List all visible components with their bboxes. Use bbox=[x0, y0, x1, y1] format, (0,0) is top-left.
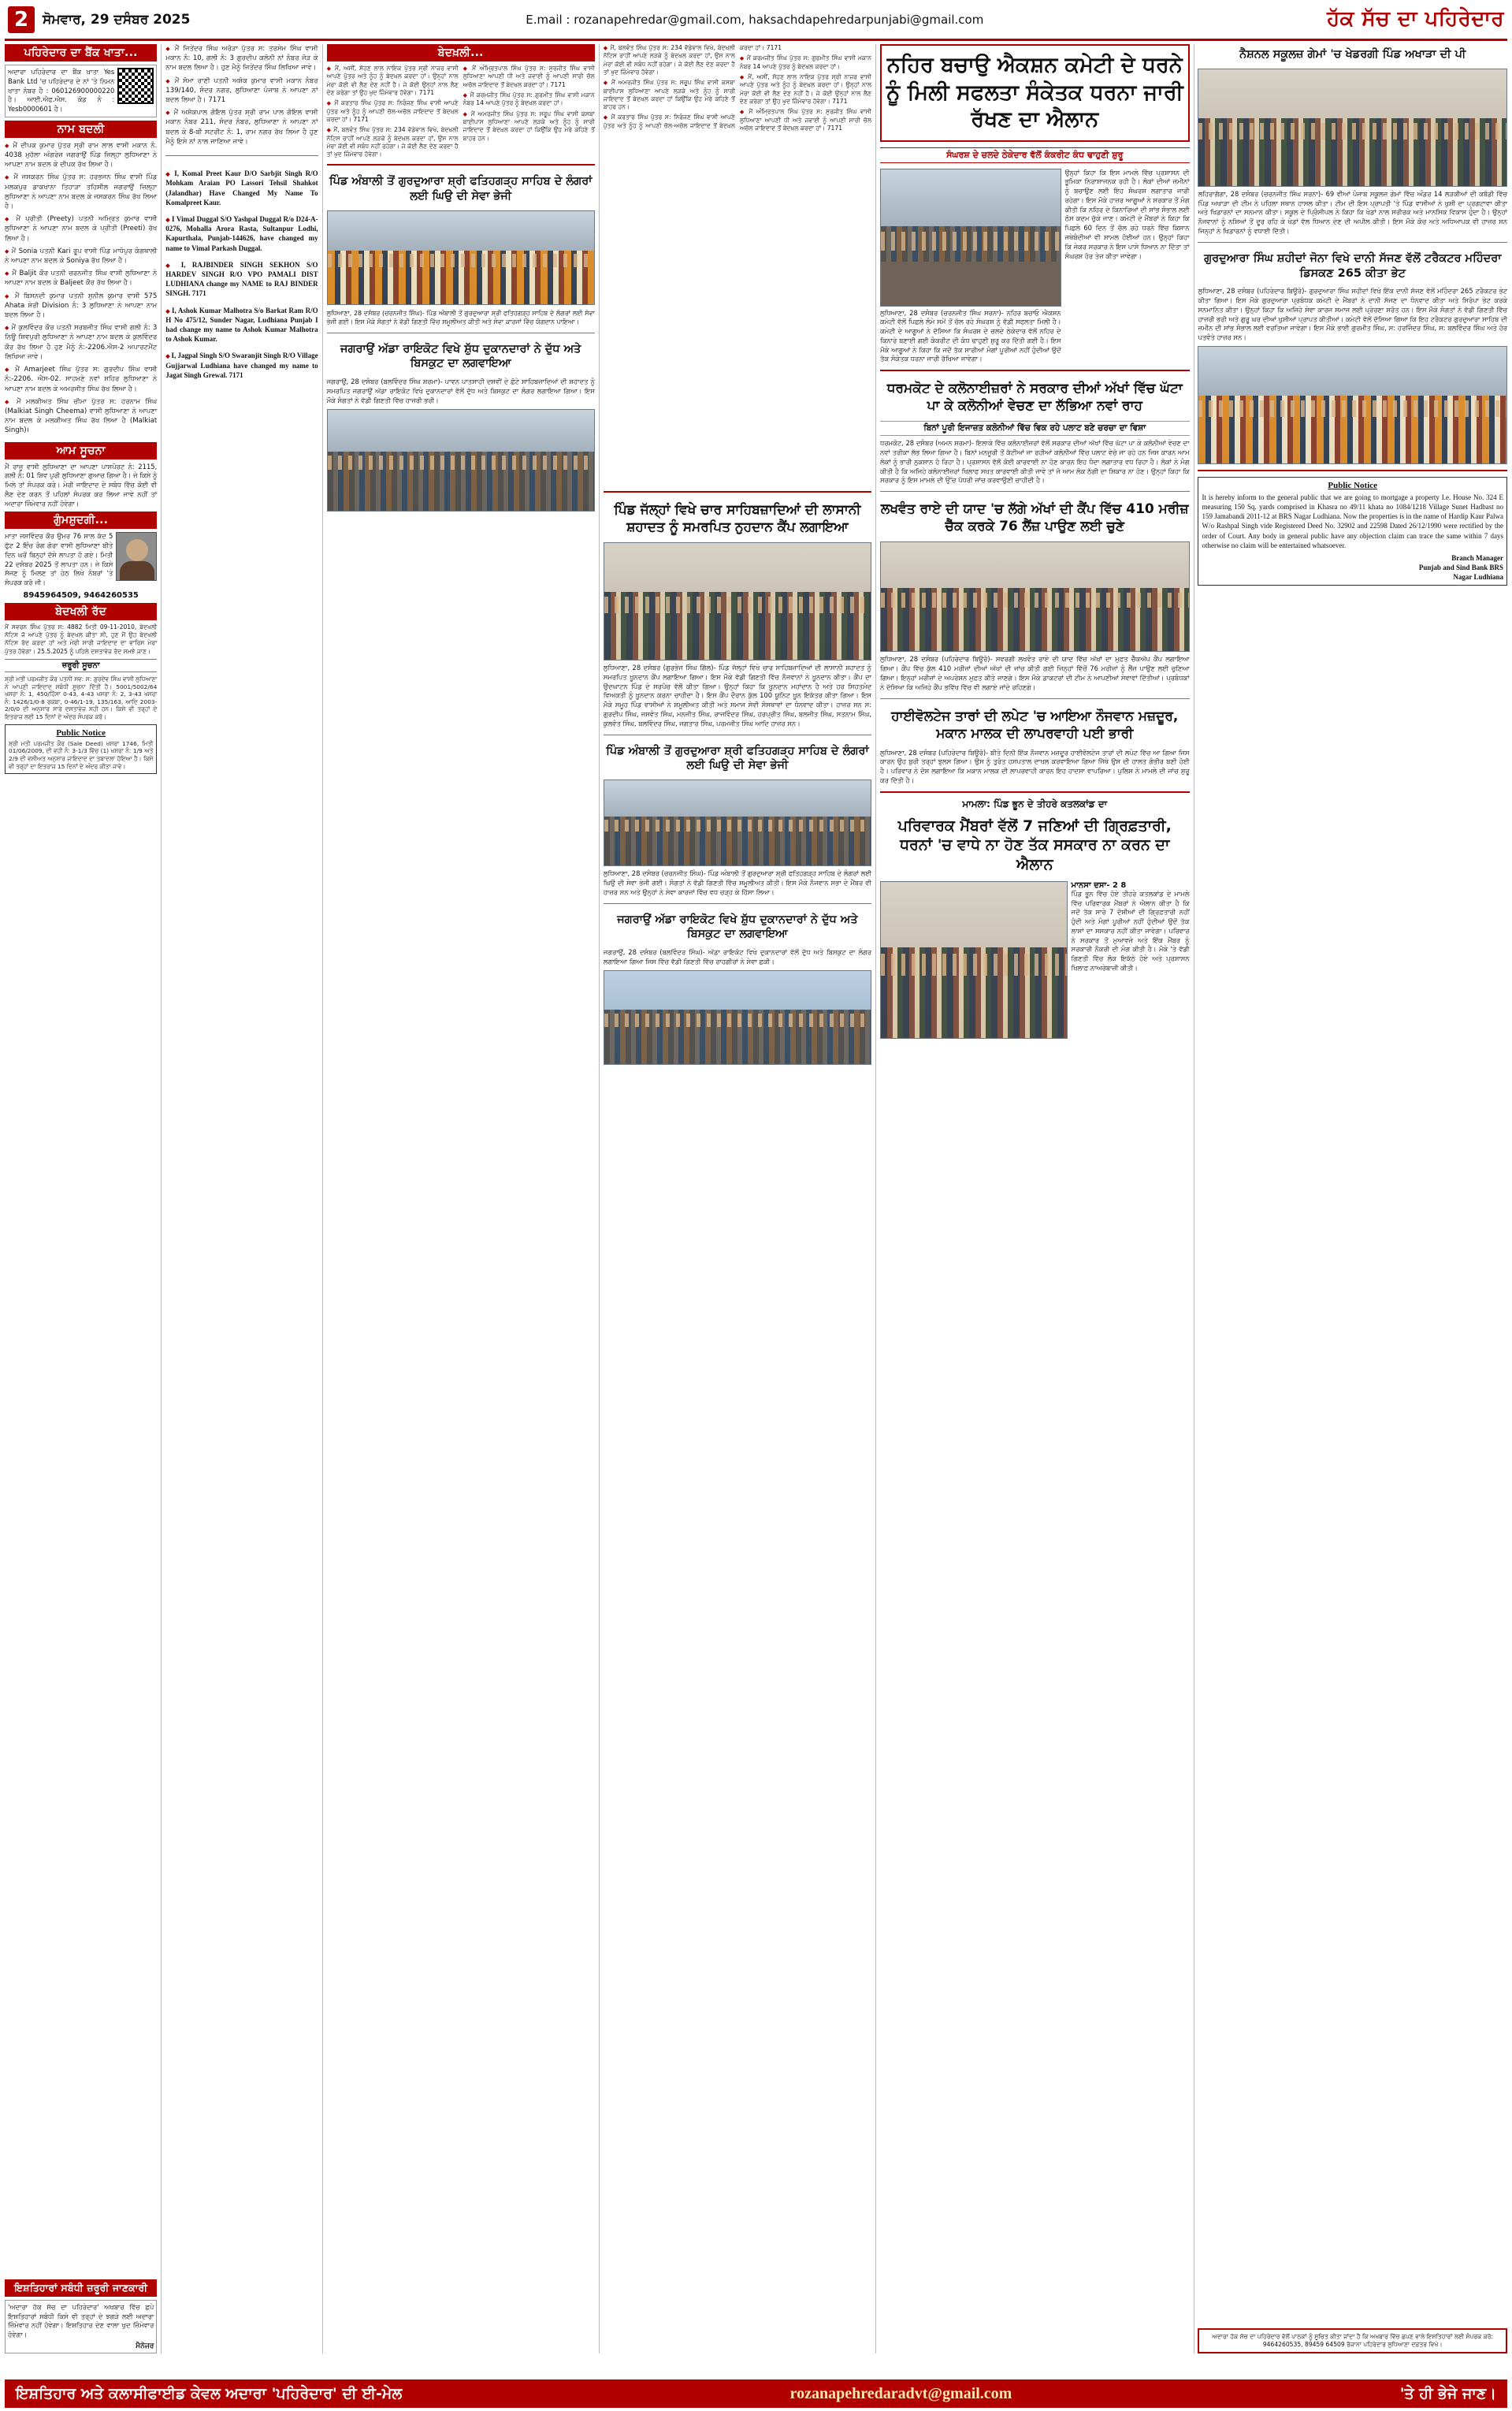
column-4 bbox=[604, 44, 871, 2353]
ad-warning-text: 'ਅਦਾਰਾ ਹੱਕ ਸੱਚ ਦਾ ਪਹਿਰੇਦਾਰ' ਅਖਬਾਰ ਵਿੱਚ ਛਪੇ ਇਸ਼ਤਿਹਾਰਾਂ ਸਬੰਧੀ ਕਿਸੇ ਵੀ ਤਰ੍ਹਾਂ ਦੇ ਝਗੜੇ ਲਈ ਅਦਾਰਾ ਜ਼ਿੰਮੇਵਾਰ ਨਹੀਂ ਹੋਵੇਗਾ। ਇਸ਼ਤਿਹਾਰ ਦੇਣ ਵਾਲਾ ਖੁਦ ਜ਼ਿੰਮੇਵਾਰ ਹੋਵੇਗਾ। bbox=[8, 2302, 154, 2339]
masthead-email: E.mail : rozanapehredar@gmail.com, haksachdapehredarpunjabi@gmail.com bbox=[526, 12, 984, 27]
lead-headline: ਨਹਿਰ ਬਚਾਉ ਐਕਸ਼ਨ ਕਮੇਟੀ ਦੇ ਧਰਨੇ ਨੂੰ ਮਿਲੀ ਸਫਲਤਾ ਸੰਕੇਤਕ ਧਰਨਾ ਜਾਰੀ ਰੱਖਣ ਦਾ ਐਲਾਨ bbox=[886, 53, 1183, 132]
public-notice-sign-2: Punjab and Sind Bank BRS bbox=[1418, 563, 1503, 571]
list-item: ◆ ਮੈਂ ਪ੍ਰੀਤੀ (Preety) ਪਤਨੀ ਅਮ੍ਰਿਤ ਕੁਮਾਰ ਵਾਸੀ ਲੁਧਿਆਣਾ ਨੇ ਆਪਣਾ ਨਾਮ ਬਦਲ ਕੇ ਪ੍ਰੀਤੀ (Preeti) ਰੱਖ ਲਿਆ ਹੈ। bbox=[5, 214, 157, 244]
footer-right-text: 'ਤੇ ਹੀ ਭੇਜੇ ਜਾਣ। bbox=[1399, 2385, 1496, 2402]
article-headline-eye-camp: ਲਖਵੰਤ ਰਾਏ ਦੀ ਯਾਦ 'ਚ ਲੱਗੇ ਅੱਖਾਂ ਦੀ ਕੈਂਪ ਵਿੱਚ 410 ਮਰੀਜ਼ ਚੈੱਕ ਕਰਕੇ 76 ਲੈਂਜ਼ ਪਾਉਣ ਲਈ ਚੁਣੇ bbox=[880, 501, 1189, 535]
eviction-cancel-text: ਮੈਂ ਸਵਰਨ ਸਿੰਘ ਪੁੱਤਰ ਸ: 4882 ਮਿਤੀ 09-11-2010, ਬੇਦਖਲੀ ਨੋਟਿਸ ਜੋ ਆਪਣੇ ਪੁੱਤਰ ਨੂੰ ਬੇਦਖਲ ਕੀਤਾ ਸੀ, ਹੁਣ ਮੈਂ ਉਹ ਬੇਦਖਲੀ ਨੋਟਿਸ ਰੱਦ ਕਰਦਾ ਹਾਂ ਅਤੇ ਮੇਰੀ ਸਾਰੀ ਜਾਇਦਾਦ ਦਾ ਵਾਰਿਸ ਮੇਰਾ ਪੁੱਤਰ ਹੋਵੇਗਾ। 25.5.2025 ਨੂੰ ਪਹਿਲੇ ਦਸਤਾਵੇਜ਼ ਰੱਦ ਸਮਝੇ ਜਾਣ। bbox=[5, 623, 158, 655]
list-item: ◆ ਮੈਂ ਕਰਮਜੀਤ ਸਿੰਘ ਪੁੱਤਰ ਸ: ਗੁਰਮੀਤ ਸਿੰਘ ਵਾਸੀ ਮਕਾਨ ਨੰਬਰ 14 ਆਪਣੇ ਪੁੱਤਰ ਨੂੰ ਬੇਦਖ਼ਲ ਕਰਦਾ ਹਾਂ। bbox=[463, 91, 595, 108]
article-headline-jagraon: ਜਗਰਾਉਂ ਅੱਡਾ ਰਾਇਕੋਟ ਵਿਖੇ ਸ਼ੁੱਧ ਦੁਕਾਨਦਾਰਾਂ ਨੇ ਦੁੱਧ ਅਤੇ ਬਿਸਕੁਟ ਦਾ ਲਗਵਾਇਆ bbox=[340, 342, 581, 370]
list-item: ◆ I, Jagpal Singh S/O Swaranjit Singh R/O Village Gujjarwal Ludhiana have changed my name to Jagat Singh Grewal. 7171 bbox=[165, 351, 318, 380]
article-photo-milk-langar bbox=[604, 970, 871, 1065]
public-notice-block bbox=[5, 724, 157, 775]
bank-account-text: ਅਦਾਰਾ ਪਹਿਰੇਦਾਰ ਦਾ ਬੈਂਕ ਖਾਤਾ Yes Bank Ltd 'ਚ ਪਹਿਰੇਦਾਰ ਦੇ ਨਾਂ 'ਤੇ ਨਿਮਨ ਖਾਤਾ ਨੰਬਰ ਹੈ : 060126900000220 ਹੈ। ਆਈ.ਐਫ.ਐਸ. ਕੋਡ ਨੰ : Yesb0000601 ਹੈ। bbox=[8, 68, 115, 113]
document-notice-header: ਜ਼ਰੂਰੀ ਸੂਚਨਾ bbox=[5, 659, 157, 672]
column-6 bbox=[1198, 44, 1507, 2353]
article-body-jagraon: ਜਗਰਾਉਂ, 28 ਦਸੰਬਰ (ਬਲਵਿੰਦਰ ਸਿੰਘ ਸ਼ਰਮਾ)- ਪਾਵਨ ਪਾਤਸ਼ਾਹੀ ਦਸਵੀਂ ਦੇ ਛੋਟੇ ਸਾਹਿਬਜ਼ਾਦਿਆਂ ਦੀ ਸ਼ਹਾਦਤ ਨੂੰ ਸਮਰਪਿਤ ਜਗਰਾਉਂ ਅੱਡਾ ਰਾਇਕੋਟ ਵਿਖੇ ਦੁਕਾਨਦਾਰਾਂ ਵੱਲੋਂ ਦੁੱਧ ਅਤੇ ਬਿਸਕੁਟ ਦਾ ਲੰਗਰ ਲਗਾਇਆ ਗਿਆ। ਇਸ ਮੌਕੇ ਸੰਗਤਾਂ ਨੇ ਵੱਡੀ ਗਿਣਤੀ ਵਿੱਚ ਹਾਜ਼ਰੀ ਭਰੀ। bbox=[326, 378, 595, 404]
article-body-murder-case: ਪਿੰਡ ਭੂਨ ਵਿੱਚ ਹੋਏ ਤੀਹਰੇ ਕਤਲਕਾਂਡ ਦੇ ਮਾਮਲੇ ਵਿੱਚ ਪਰਿਵਾਰਕ ਮੈਂਬਰਾਂ ਨੇ ਐਲਾਨ ਕੀਤਾ ਹੈ ਕਿ ਜਦੋਂ ਤੱਕ ਸਾਰੇ 7 ਦੋਸ਼ੀਆਂ ਦੀ ਗ੍ਰਿਫ਼ਤਾਰੀ ਨਹੀਂ ਹੁੰਦੀ ਅਤੇ ਮੰਗਾਂ ਪੂਰੀਆਂ ਨਹੀਂ ਹੁੰਦੀਆਂ ਉਦੋਂ ਤੱਕ ਲਾਸ਼ਾਂ ਦਾ ਸਸਕਾਰ ਨਹੀਂ ਕੀਤਾ ਜਾਵੇਗਾ। ਪਰਿਵਾਰ ਨੇ ਸਰਕਾਰ ਤੋਂ ਮੁਆਵਜ਼ੇ ਅਤੇ ਇੱਕ ਮੈਂਬਰ ਨੂੰ ਸਰਕਾਰੀ ਨੌਕਰੀ ਦੀ ਮੰਗ ਕੀਤੀ ਹੈ। ਮੌਕੇ 'ਤੇ ਵੱਡੀ ਗਿਣਤੀ ਵਿੱਚ ਲੋਕ ਇਕੱਠੇ ਹੋਏ ਅਤੇ ਪ੍ਰਸ਼ਾਸਨ ਖਿਲਾਫ਼ ਨਾਅਰੇਬਾਜ਼ੀ ਕੀਤੀ। bbox=[1071, 889, 1190, 972]
list-item: ◆ ਮੈਂ ਅੰਮ੍ਰਿਤਪਾਲ ਸਿੰਘ ਪੁੱਤਰ ਸ: ਸੁਰਜੀਤ ਸਿੰਘ ਵਾਸੀ ਲੁਧਿਆਣਾ ਆਪਣੀ ਧੀ ਅਤੇ ਜਵਾਈ ਨੂੰ ਆਪਣੀ ਸਾਰੀ ਚੱਲ ਅਚੱਲ ਜਾਇਦਾਦ ਤੋਂ ਬੇਦਖ਼ਲ ਕਰਦਾ ਹਾਂ। 7171 bbox=[463, 65, 595, 89]
article-photo-seva bbox=[327, 210, 595, 305]
page-columns bbox=[5, 44, 1507, 2353]
article-body-colonizers: ਧਰਮਕੋਟ, 28 ਦਸੰਬਰ (ਅਮਨ ਸ਼ਰਮਾ)- ਇਲਾਕੇ ਵਿੱਚ ਕਲੋਨਾਈਜ਼ਰਾਂ ਵੱਲੋਂ ਸਰਕਾਰ ਦੀਆਂ ਅੱਖਾਂ ਵਿੱਚ ਘੱਟਾ ਪਾ ਕੇ ਕਲੋਨੀਆਂ ਵੇਚਣ ਦਾ ਨਵਾਂ ਤਰੀਕਾ ਲੱਭ ਲਿਆ ਗਿਆ ਹੈ। ਬਿਨਾਂ ਮਨਜ਼ੂਰੀ ਤੋਂ ਕੱਟੀਆਂ ਜਾ ਰਹੀਆਂ ਕਲੋਨੀਆਂ ਵਿੱਚ ਪਲਾਟ ਵੇਚੇ ਜਾ ਰਹੇ ਹਨ ਜਿਸ ਕਾਰਨ ਆਮ ਲੋਕਾਂ ਨੂੰ ਭਾਰੀ ਨੁਕਸਾਨ ਹੋ ਰਿਹਾ ਹੈ। ਪ੍ਰਸ਼ਾਸਨ ਵੱਲੋਂ ਕੋਈ ਕਾਰਵਾਈ ਨਾ ਹੋਣ ਕਾਰਨ ਇਹ ਧੰਦਾ ਲਗਾਤਾਰ ਵਧ ਰਿਹਾ ਹੈ। ਲੋਕਾਂ ਨੇ ਮੰਗ ਕੀਤੀ ਹੈ ਕਿ ਅਜਿਹੇ ਕਲੋਨਾਈਜ਼ਰਾਂ ਖਿਲਾਫ ਸਖ਼ਤ ਕਾਰਵਾਈ ਕੀਤੀ ਜਾਵੇ ਤਾਂ ਜੋ ਆਮ ਲੋਕ ਠੱਗੀ ਦਾ ਸ਼ਿਕਾਰ ਨਾ ਹੋਣ। ਉਨ੍ਹਾਂ ਕਿਹਾ ਕਿ ਸਰਕਾਰ ਨੂੰ ਇਸ ਮਾਮਲੇ ਦੀ ਉੱਚ ਪੱਧਰੀ ਜਾਂਚ ਕਰਵਾਉਣੀ ਚਾਹੀਦੀ ਹੈ। bbox=[880, 439, 1190, 485]
article-headline-ambali: ਪਿੰਡ ਅੰਬਾਲੀ ਤੋਂ ਗੁਰਦੁਆਰਾ ਸ਼੍ਰੀ ਫਤਿਹਗੜ੍ਹ ਸਾਹਿਬ ਦੇ ਲੰਗਰਾਂ ਲਈ ਘਿਉ ਦੀ ਸੇਵਾ ਭੇਜੀ bbox=[329, 175, 593, 203]
article-dateline: ਮਾਨਸਾ ਦਸਾ- 2 8 bbox=[1071, 880, 1127, 890]
eviction-list bbox=[327, 65, 595, 158]
document-notice-text: ਸ਼੍ਰੀ ਮਤੀ ਪਰਮਜੀਤ ਕੌਰ ਪਤਨੀ ਸਵ: ਸ: ਗੁਰਦੇਵ ਸਿੰਘ ਵਾਸੀ ਲੁਧਿਆਣਾ ਨੇ ਆਪਣੀ ਜਾਇਦਾਦ ਸਬੰਧੀ ਸੂਚਨਾ ਦਿੱਤੀ ਹੈ। 5001/5002/64 ਖਸਰਾ ਨੰ: 1, 450/ਹਿੱਸਾ 0-43, 4-43 ਖਸਰਾ ਨੰ: 2, 3-43 ਖਸਰਾ ਨੰ: 1426/1/0-8 ਰਕਬਾ, 0-46/1-19, 135/163, ਆਦਿ 2003-2/0/0 ਦੀ ਅਨੁਸਾਰ ਸਾਰੇ ਦਸਤਾਵੇਜ਼ ਸਹੀ ਹਨ। ਕਿਸੇ ਵੀ ਤਰ੍ਹਾਂ ਦੇ ਇਤਰਾਜ਼ ਲਈ 15 ਦਿਨਾਂ ਦੇ ਅੰਦਰ ਸੰਪਰਕ ਕਰੋ। bbox=[5, 675, 158, 721]
article-body-tractor-donation: ਲੁਧਿਆਣਾ, 28 ਦਸੰਬਰ (ਪਹਿਰੇਦਾਰ ਬਿਊਰੋ)- ਗੁਰਦੁਆਰਾ ਸਿੰਘ ਸ਼ਹੀਦਾਂ ਵਿਖੇ ਇੱਕ ਦਾਨੀ ਸੱਜਣ ਵੱਲੋਂ ਮਹਿੰਦਰਾ 265 ਟਰੈਕਟਰ ਭੇਟ ਕੀਤਾ ਗਿਆ। ਇਸ ਮੌਕੇ ਗੁਰਦੁਆਰਾ ਪ੍ਰਬੰਧਕ ਕਮੇਟੀ ਦੇ ਮੈਂਬਰਾਂ ਨੇ ਦਾਨੀ ਸੱਜਣ ਦਾ ਧੰਨਵਾਦ ਕੀਤਾ ਅਤੇ ਸਿਰੋਪਾ ਭੇਟ ਕਰਕੇ ਸਨਮਾਨਿਤ ਕੀਤਾ। ਉਨ੍ਹਾਂ ਕਿਹਾ ਕਿ ਅਜਿਹੇ ਸੇਵਾ ਕਾਰਜ ਸਮਾਜ ਲਈ ਪ੍ਰੇਰਣਾ ਸਰੋਤ ਹਨ। ਇਸ ਮੌਕੇ ਸੰਗਤਾਂ ਨੇ ਵੱਡੀ ਗਿਣਤੀ ਵਿੱਚ ਹਾਜ਼ਰੀ ਭਰੀ ਅਤੇ ਗੁਰੂ ਘਰ ਦੀਆਂ ਖੁਸ਼ੀਆਂ ਪ੍ਰਾਪਤ ਕੀਤੀਆਂ। ਕਮੇਟੀ ਵੱਲੋਂ ਦੱਸਿਆ ਗਿਆ ਕਿ ਇਹ ਟਰੈਕਟਰ ਗੁਰਦੁਆਰਾ ਸਾਹਿਬ ਦੀ ਜ਼ਮੀਨ ਦੀ ਸਾਂਭ ਸੰਭਾਲ ਲਈ ਵਰਤਿਆ ਜਾਵੇਗਾ। ਇਸ ਮੌਕੇ ਭਾਈ ਗੁਰਮੀਤ ਸਿੰਘ, ਸ: ਹਰਜਿੰਦਰ ਸਿੰਘ, ਸ: ਬਲਵਿੰਦਰ ਸਿੰਘ ਅਤੇ ਹੋਰ ਪਤਵੰਤੇ ਹਾਜ਼ਰ ਸਨ। bbox=[1198, 287, 1507, 342]
list-item: ◆ ਮੈਂ ਕਰਤਾਰ ਸਿੰਘ ਪੁੱਤਰ ਸ: ਨਿਰੰਜਣ ਸਿੰਘ ਵਾਸੀ ਆਪਣੇ ਪੁੱਤਰ ਅਤੇ ਨੂੰਹ ਨੂੰ ਆਪਣੀ ਚੱਲ-ਅਚੱਲ ਜਾਇਦਾਦ ਤੋਂ ਬੇਦਖ਼ਲ ਕਰਦਾ ਹਾਂ। 7171 bbox=[327, 99, 459, 124]
ad-warning-block bbox=[5, 2300, 157, 2353]
column-divider bbox=[599, 44, 600, 2353]
public-notice-bank-title: Public Notice bbox=[1328, 480, 1378, 490]
list-item: ◆ ਮੈਂ Sonia ਪਤਨੀ Kari ਰੂਪ ਵਾਸੀ ਪਿੰਡ ਮਾਧੋਪੁਰ ਕੰਗਥਾਲੀ ਨੇ ਆਪਣਾ ਨਾਮ ਬਦਲ ਕੇ Soniya ਰੱਖ ਲਿਆ ਹੈ। bbox=[5, 247, 157, 266]
list-item: ◆ ਮੈਂ ਅਮਰਜੀਤ ਸਿੰਘ ਪੁੱਤਰ ਸ: ਸਰੂਪ ਸਿੰਘ ਵਾਸੀ ਕਸਬਾ ਬਾਈਪਾਸ ਲੁਧਿਆਣਾ ਆਪਣੇ ਲੜਕੇ ਅਤੇ ਨੂੰਹ ਨੂੰ ਸਾਰੀ ਜਾਇਦਾਦ ਤੋਂ ਬੇਦਖ਼ਲ ਕਰਦਾ ਹਾਂ ਕਿਉਂਕਿ ਉਹ ਮੇਰੇ ਕਹਿਣੇ ਤੋਂ ਬਾਹਰ ਹਨ। bbox=[463, 110, 595, 143]
list-item: ◆ ਮੈਂ, ਬਲਵੰਤ ਸਿੰਘ ਪੁੱਤਰ ਸ: 234 ਵੱਡੇਵਾਲ ਵਿਖੇ, ਬੇਦਖ਼ਲੀ ਨੋਟਿਸ ਰਾਹੀਂ ਆਪਣੇ ਲੜਕੇ ਨੂੰ ਬੇਦਖ਼ਲ ਕਰਦਾ ਹਾਂ, ਉਸ ਨਾਲ ਮੇਰਾ ਕੋਈ ਵੀ ਸਬੰਧ ਨਹੀਂ ਰਹੇਗਾ। ਜੇ ਕੋਈ ਲੈਣ ਦੇਣ ਕਰਦਾ ਹੈ ਤਾਂ ਖੁਦ ਜ਼ਿੰਮੇਵਾਰ ਹੋਵੇਗਾ। bbox=[604, 44, 735, 76]
article-body-eye-camp: ਲੁਧਿਆਣਾ, 28 ਦਸੰਬਰ (ਪਹਿਰੇਦਾਰ ਬਿਊਰੋ)- ਸਵਰਗੀ ਲਖਵੰਤ ਰਾਏ ਦੀ ਯਾਦ ਵਿੱਚ ਅੱਖਾਂ ਦਾ ਮੁਫ਼ਤ ਚੈੱਕਅੱਪ ਕੈਂਪ ਲਗਾਇਆ ਗਿਆ। ਕੈਂਪ ਵਿੱਚ ਕੁੱਲ 410 ਮਰੀਜ਼ਾਂ ਦੀਆਂ ਅੱਖਾਂ ਦੀ ਜਾਂਚ ਕੀਤੀ ਗਈ ਜਿਨ੍ਹਾਂ ਵਿੱਚੋਂ 76 ਮਰੀਜ਼ਾਂ ਨੂੰ ਲੈਂਜ਼ ਪਾਉਣ ਲਈ ਚੁਣਿਆ ਗਿਆ। ਇਨ੍ਹਾਂ ਮਰੀਜ਼ਾਂ ਦੇ ਅਪਰੇਸ਼ਨ ਮੁਫ਼ਤ ਕੀਤੇ ਜਾਣਗੇ। ਇਸ ਮੌਕੇ ਡਾਕਟਰਾਂ ਦੀ ਟੀਮ ਨੇ ਆਪਣੀਆਂ ਸੇਵਾਵਾਂ ਦਿੱਤੀਆਂ। ਪ੍ਰਬੰਧਕਾਂ ਨੇ ਦੱਸਿਆ ਕਿ ਅਜਿਹੇ ਕੈਂਪ ਭਵਿੱਖ ਵਿੱਚ ਵੀ ਲਗਾਏ ਜਾਂਦੇ ਰਹਿਣਗੇ। bbox=[880, 655, 1190, 691]
name-change-list-continued bbox=[165, 44, 318, 150]
list-item: ◆ I, Ashok Kumar Malhotra S/o Barkat Ram R/O H No 475/12, Sunder Nagar, Ludhiana Punjab I had change my name to Ashok Kumar Malhotra to Ashok Kumar. bbox=[165, 306, 318, 344]
article-headline-tractor-donation: ਗੁਰਦੁਆਰਾ ਸਿੰਘ ਸ਼ਹੀਦਾਂ ਜੋਨਾ ਵਿਖੇ ਦਾਨੀ ਸੱਜਣ ਵੱਲੋਂ ਟਰੈਕਟਰ ਮਹਿੰਦਰਾ ਡਿਸਕਣ 265 ਕੀਤਾ ਭੇਟ bbox=[1204, 251, 1502, 280]
masthead-logo: ਹੱਕ ਸੱਚ ਦਾ ਪਹਿਰੇਦਾਰ bbox=[1327, 7, 1504, 31]
list-item: ◆ ਮੈਂ, ਅਸੀਂ, ਸੋਹਣ ਲਾਲ ਨਾਇਕ ਪੁੱਤਰ ਸ੍ਰੀ ਨਾਜਰ ਵਾਸੀ ਆਪਣੇ ਪੁੱਤਰ ਅਤੇ ਨੂੰਹ ਨੂੰ ਬੇਦਖ਼ਲ ਕਰਦਾ ਹਾਂ। ਉਨ੍ਹਾਂ ਨਾਲ ਮੇਰਾ ਕੋਈ ਵੀ ਲੈਣ ਦੇਣ ਨਹੀਂ ਹੈ। ਜੇ ਕੋਈ ਉਨ੍ਹਾਂ ਨਾਲ ਲੈਣ ਦੇਣ ਕਰੇਗਾ ਤਾਂ ਉਹ ਖੁਦ ਜ਼ਿੰਮੇਵਾਰ ਹੋਵੇਗਾ। 7171 bbox=[327, 65, 459, 97]
public-notice-title: Public Notice bbox=[56, 727, 106, 738]
list-item: ◆ ਮੈਂ Amarjeet ਸਿੰਘ ਪੁੱਤਰ ਸ: ਗੁਰਦੀਪ ਸਿੰਘ ਵਾਸੀ ਨੰ:-2206. ਐਸ-02. ਸਾਹਮਣੇ ਨਵਾਂ ਸ਼ਹਿਰ ਲੁਧਿਆਣਾ ਨੇ ਆਪਣਾ ਨਾਮ ਬਦਲ ਕੇ ਅਮਰਜੀਤ ਸਿੰਘ ਰੱਖ ਲਿਆ ਹੈ। bbox=[5, 365, 157, 394]
article-photo-murder-case bbox=[880, 881, 1068, 1039]
list-item: ◆ ਮੈਂ ਬਿਸਨਦੀ ਕੁਮਾਰ ਪਤਨੀ ਸੁਨੀਲ ਕੁਮਾਰ ਵਾਸੀ 575 Ahata ਸ਼ੇਰੀ Division ਨੰ: 3 ਲੁਧਿਆਣਾ ਨੇ ਆਪਣਾ ਨਾਮ ਬਦਲ ਲਿਆ ਹੈ। bbox=[5, 292, 157, 321]
column-divider bbox=[161, 44, 162, 2353]
list-item: ◆ ਮੈਂ ਮਲਕੀਅਤ ਸਿੰਘ ਚੀਮਾ ਪੁੱਤਰ ਸ: ਹਰਨਾਮ ਸਿੰਘ (Malkiat Singh Cheema) ਵਾਸੀ ਲੁਧਿਆਣਾ ਨੇ ਆਪਣਾ ਨਾਮ ਬਦਲ ਕੇ ਮਲਕੀਅਤ ਸਿੰਘ ਰੱਖ ਲਿਆ ਹੈ (Malkiat Singh)। bbox=[5, 397, 157, 436]
footer-email[interactable]: rozanapehredaradvt@gmail.com bbox=[789, 2384, 1012, 2402]
eviction-cancel-header: ਬੇਦਖਲੀ ਰੱਦ bbox=[5, 603, 157, 620]
contact-ad-block bbox=[1198, 2328, 1507, 2354]
list-item: ◆ ਮੈਂ ਕਰਮਜੀਤ ਸਿੰਘ ਪੁੱਤਰ ਸ: ਗੁਰਮੀਤ ਸਿੰਘ ਵਾਸੀ ਮਕਾਨ ਨੰਬਰ 14 ਆਪਣੇ ਪੁੱਤਰ ਨੂੰ ਬੇਦਖ਼ਲ ਕਰਦਾ ਹਾਂ। bbox=[740, 54, 871, 71]
general-notice-header: ਆਮ ਸੂਚਨਾ bbox=[5, 442, 157, 460]
public-notice-text: ਸ਼੍ਰੀ ਮਤੀ ਪਰਮਜੀਤ ਕੌਰ (Sale Deed) ਖਸਰਾ 1746, ਮਿਤੀ 01/06/2009, ਦੀ ਵਹੀ ਨੰ: 3-1/3 ਵਿੱਚ (1) ਖਸਰਾ ਨੰ: 1/9 ਅਤੇ 2/9 ਦੀ ਵਸੀਅਤ ਅਨੁਸਾਰ ਜਾਇਦਾਦ ਦਾ ਤਬਾਦਲਾ ਹੋਇਆ ਹੈ। ਕਿਸੇ ਵੀ ਤਰ੍ਹਾਂ ਦਾ ਇਤਰਾਜ਼ 15 ਦਿਨਾਂ ਦੇ ਅੰਦਰ ਕੀਤਾ ਜਾਵੇ। bbox=[9, 739, 154, 770]
article-photo-blood-camp bbox=[604, 542, 871, 660]
article-kicker-murder-case: ਮਾਮਲਾ: ਪਿੰਡ ਭੂਨ ਦੇ ਤੀਹਰੇ ਕਤਲਕਾਂਡ ਦਾ bbox=[962, 798, 1108, 809]
list-item: ◆ I, RAJBINDER SINGH SEKHON S/O HARDEV SINGH R/O VPO PAMALI DIST LUDHIANA change my NAME to RAJ BINDER SINGH. 7171 bbox=[165, 260, 318, 299]
list-item: ◆ ਮੈਂ, ਬਲਵੰਤ ਸਿੰਘ ਪੁੱਤਰ ਸ: 234 ਵੱਡੇਵਾਲ ਵਿਖੇ, ਬੇਦਖ਼ਲੀ ਨੋਟਿਸ ਰਾਹੀਂ ਆਪਣੇ ਲੜਕੇ ਨੂੰ ਬੇਦਖ਼ਲ ਕਰਦਾ ਹਾਂ, ਉਸ ਨਾਲ ਮੇਰਾ ਕੋਈ ਵੀ ਸਬੰਧ ਨਹੀਂ ਰਹੇਗਾ। ਜੇ ਕੋਈ ਲੈਣ ਦੇਣ ਕਰਦਾ ਹੈ ਤਾਂ ਖੁਦ ਜ਼ਿੰਮੇਵਾਰ ਹੋਵੇਗਾ। bbox=[327, 126, 459, 158]
english-notice-list bbox=[165, 162, 318, 387]
article-headline-school-games: ਨੈਸ਼ਨਲ ਸਕੂਲਜ਼ ਗੇਮਾਂ 'ਚ ਖੇਡਰਗੀ ਪਿੰਡ ਅਖਾੜਾ ਦੀ ਪੀ bbox=[1239, 48, 1466, 61]
list-item: ◆ ਮੈਂ, ਅਸੀਂ, ਸੋਹਣ ਲਾਲ ਨਾਇਕ ਪੁੱਤਰ ਸ੍ਰੀ ਨਾਜਰ ਵਾਸੀ ਆਪਣੇ ਪੁੱਤਰ ਅਤੇ ਨੂੰਹ ਨੂੰ ਬੇਦਖ਼ਲ ਕਰਦਾ ਹਾਂ। ਉਨ੍ਹਾਂ ਨਾਲ ਮੇਰਾ ਕੋਈ ਵੀ ਲੈਣ ਦੇਣ ਨਹੀਂ ਹੈ। ਜੇ ਕੋਈ ਉਨ੍ਹਾਂ ਨਾਲ ਲੈਣ ਦੇਣ ਕਰੇਗਾ ਤਾਂ ਉਹ ਖੁਦ ਜ਼ਿੰਮੇਵਾਰ ਹੋਵੇਗਾ। 7171 bbox=[740, 73, 871, 106]
article-body-milk-langar: ਜਗਰਾਉਂ, 28 ਦਸੰਬਰ (ਬਲਵਿੰਦਰ ਸਿੰਘ)- ਅੱਡਾ ਰਾਇਕੋਟ ਵਿਖੇ ਦੁਕਾਨਦਾਰਾਂ ਵੱਲੋਂ ਦੁੱਧ ਅਤੇ ਬਿਸਕੁਟ ਦਾ ਲੰਗਰ ਲਗਾਇਆ ਗਿਆ ਜਿਸ ਵਿੱਚ ਵੱਡੀ ਗਿਣਤੀ ਵਿੱਚ ਰਾਹਗੀਰਾਂ ਨੇ ਸੇਵਾ ਛਕੀ। bbox=[603, 948, 872, 966]
missing-person-phone: 8945964509, 9464260535 bbox=[23, 590, 139, 600]
list-item: ◆ ਮੈਂ ਦੀਪਕ ਕੁਮਾਰ ਪੁੱਤਰ ਸ੍ਰੀ ਰਾਮ ਲਾਲ ਵਾਸੀ ਮਕਾਨ ਨੰ. 4038 ਮੁਹੱਲਾ ਅੰਗਰੇਜ਼ ਜਗਰਾਉਂ ਪਿੰਡ ਜ਼ਿਲ੍ਹਾ ਲੁਧਿਆਣਾ ਨੇ ਆਪਣਾ ਨਾਮ ਬਦਲ ਕੇ ਦੀਪਕ ਰੱਖ ਲਿਆ ਹੈ। bbox=[5, 141, 157, 170]
article-headline-ghee-seva: ਪਿੰਡ ਅੰਬਾਲੀ ਤੋਂ ਗੁਰਦੁਆਰਾ ਸ਼੍ਰੀ ਫਤਿਹਗੜ੍ਹ ਸਾਹਿਬ ਦੇ ਲੰਗਰਾਂ ਲਈ ਘਿਉ ਦੀ ਸੇਵਾ ਭੇਜੀ bbox=[606, 744, 869, 772]
column-1 bbox=[5, 44, 157, 2353]
article-body-ghee-seva: ਲੁਧਿਆਣਾ, 28 ਦਸੰਬਰ (ਚਰਨਜੀਤ ਸਿੰਘ)- ਪਿੰਡ ਅੰਬਾਲੀ ਤੋਂ ਗੁਰਦੁਆਰਾ ਸ਼੍ਰੀ ਫਤਿਹਗੜ੍ਹ ਸਾਹਿਬ ਦੇ ਲੰਗਰਾਂ ਲਈ ਘਿਉ ਦੀ ਸੇਵਾ ਭੇਜੀ ਗਈ। ਸੰਗਤਾਂ ਨੇ ਵੱਡੀ ਗਿਣਤੀ ਵਿੱਚ ਸ਼ਮੂਲੀਅਤ ਕੀਤੀ। ਇਸ ਮੌਕੇ ਨੌਜਵਾਨ ਸਭਾ ਦੇ ਮੈਂਬਰ ਵੀ ਹਾਜ਼ਰ ਸਨ ਅਤੇ ਉਨ੍ਹਾਂ ਨੇ ਸੇਵਾ ਕਾਰਜਾਂ ਵਿੱਚ ਵਧ ਚੜ੍ਹ ਕੇ ਹਿੱਸਾ ਲਿਆ। bbox=[603, 869, 872, 896]
page-number-badge: 2 bbox=[8, 6, 35, 33]
public-notice-bank-block bbox=[1198, 477, 1507, 586]
list-item: ◆ ਮੈਂ ਸੋਮਾ ਰਾਣੀ ਪਤਨੀ ਅਸ਼ੋਕ ਕੁਮਾਰ ਵਾਸੀ ਮਕਾਨ ਨੰਬਰ 139/140, ਸੰਦਰ ਨਗਰ, ਲੁਧਿਆਣਾ ਪੰਜਾਬ ਨੇ ਆਪਣਾ ਨਾਂ ਬਦਲ ਲਿਆ ਹੈ। 7171 bbox=[165, 76, 318, 106]
list-item: ◆ ਮੈਂ ਜਸਕਰਨ ਸਿੰਘ ਪੁੱਤਰ ਸ: ਹਰਭਜਨ ਸਿੰਘ ਵਾਸੀ ਪਿੰਡ ਮਲਕਪੁਰ ਡਾਕਖਾਨਾ ਤਿਹਾੜਾ ਤਹਿਸੀਲ ਜਗਰਾਉਂ ਜ਼ਿਲ੍ਹਾ ਲੁਧਿਆਣਾ ਨੇ ਆਪਣਾ ਨਾਮ ਬਦਲ ਕੇ ਜਸਕਰਨ ਸਿੰਘ ਰੱਖ ਲਿਆ ਹੈ। bbox=[5, 173, 157, 211]
qr-code-icon bbox=[117, 68, 154, 104]
lead-body-right: ਉਨ੍ਹਾਂ ਕਿਹਾ ਕਿ ਇਸ ਮਾਮਲੇ ਵਿੱਚ ਪ੍ਰਸ਼ਾਸਨ ਦੀ ਭੂਮਿਕਾ ਨਿਰਾਸ਼ਾਜਨਕ ਰਹੀ ਹੈ। ਲੋਕਾਂ ਦੀਆਂ ਜ਼ਮੀਨਾਂ ਨੂੰ ਬਚਾਉਣ ਲਈ ਇਹ ਸੰਘਰਸ਼ ਲਗਾਤਾਰ ਜਾਰੀ ਰਹੇਗਾ। ਇਸ ਮੌਕੇ ਹਾਜ਼ਰ ਆਗੂਆਂ ਨੇ ਸਰਕਾਰ ਤੋਂ ਮੰਗ ਕੀਤੀ ਕਿ ਨਹਿਰ ਦੇ ਕਿਨਾਰਿਆਂ ਦੀ ਸਾਂਭ ਸੰਭਾਲ ਲਈ ਠੋਸ ਕਦਮ ਚੁੱਕੇ ਜਾਣ। ਕਮੇਟੀ ਦੇ ਮੈਂਬਰਾਂ ਨੇ ਕਿਹਾ ਕਿ ਪਿਛਲੇ 60 ਦਿਨ ਤੋਂ ਚੱਲ ਰਹੇ ਧਰਨੇ ਵਿੱਚ ਕਿਸਾਨ ਜਥੇਬੰਦੀਆਂ ਵੀ ਸ਼ਾਮਲ ਹੋਈਆਂ ਹਨ। ਉਨ੍ਹਾਂ ਕਿਹਾ ਕਿ ਜੇਕਰ ਸਰਕਾਰ ਨੇ ਇਸ ਪਾਸੇ ਧਿਆਨ ਨਾ ਦਿੱਤਾ ਤਾਂ ਸੰਘਰਸ਼ ਹੋਰ ਤੇਜ਼ ਕੀਤਾ ਜਾਵੇਗਾ। bbox=[1064, 168, 1190, 260]
article-photo-tractor-donation bbox=[1198, 346, 1507, 464]
article-headline-murder-case: ਪਰਿਵਾਰਕ ਮੈਂਬਰਾਂ ਵੱਲੋਂ 7 ਜਣਿਆਂ ਦੀ ਗ੍ਰਿਫ਼ਤਾਰੀ, ਧਰਨਾਂ 'ਚ ਵਾਧੇ ਨਾ ਹੋਣ ਤੱਕ ਸਸਕਾਰ ਨਾ ਕਰਨ ਦਾ ਐਲਾਨ bbox=[897, 817, 1172, 874]
article-headline-highvoltage: ਹਾਈਵੋਲਟੇਜ ਤਾਰਾਂ ਦੀ ਲਪੇਟ 'ਚ ਆਇਆ ਨੌਜਵਾਨ ਮਜ਼ਦੂਰ, ਮਕਾਨ ਮਾਲਕ ਦੀ ਲਾਪਰਵਾਹੀ ਪਈ ਭਾਰੀ bbox=[891, 708, 1179, 742]
article-photo-jagraon bbox=[327, 409, 595, 512]
general-notice-text: ਮੈਂ ਰਾਜੂ ਵਾਸੀ ਲੁਧਿਆਣਾ ਦਾ ਆਪਣਾ ਪਾਸਪੋਰਟ ਨੰ: 2115, ਗਲੀ ਨੰ: 01 ਸ਼ਿਵ ਪੁਰੀ ਲੁਧਿਆਣਾ ਗੁਆਚ ਗਿਆ ਹੈ। ਜੇ ਕਿਸੇ ਨੂੰ ਮਿਲੇ ਤਾਂ ਸੰਪਰਕ ਕਰੇ। ਮੇਰੀ ਜਾਇਦਾਦ ਦੇ ਸਬੰਧ ਵਿੱਚ ਕੋਈ ਵੀ ਲੈਣ ਦੇਣ ਕਰਨ ਤੋਂ ਪਹਿਲਾਂ ਸੰਪਰਕ ਕਰ ਲਿਆ ਜਾਵੇ ਨਹੀਂ ਤਾਂ ਅਦਾਰਾ ਜ਼ਿੰਮੇਵਾਰ ਨਹੀਂ ਹੋਵੇਗਾ। bbox=[5, 462, 158, 508]
name-change-list bbox=[5, 141, 157, 439]
lead-body-left: ਲੁਧਿਆਣਾ, 28 ਦਸੰਬਰ (ਚਰਨਜੀਤ ਸਿੰਘ ਸਰਨਾ)- ਨਹਿਰ ਬਚਾਓ ਐਕਸ਼ਨ ਕਮੇਟੀ ਵੱਲੋਂ ਪਿਛਲੇ ਲੰਮੇ ਸਮੇਂ ਤੋਂ ਚੱਲ ਰਹੇ ਸੰਘਰਸ਼ ਨੂੰ ਵੱਡੀ ਸਫਲਤਾ ਮਿਲੀ ਹੈ। ਕਮੇਟੀ ਦੇ ਆਗੂਆਂ ਨੇ ਦੱਸਿਆ ਕਿ ਸੰਘਰਸ਼ ਦੇ ਚਲਦੇ ਠੇਕੇਦਾਰ ਵੱਲੋਂ ਨਹਿਰ ਦੇ ਕਿਨਾਰੇ ਬਣਾਈ ਗਈ ਕੰਕਰੀਟ ਦੀ ਕੰਧ ਢਾਹੁਣੀ ਸ਼ੁਰੂ ਕਰ ਦਿੱਤੀ ਗਈ ਹੈ। ਇਸ ਮੌਕੇ ਆਗੂਆਂ ਨੇ ਕਿਹਾ ਕਿ ਜਦੋਂ ਤੱਕ ਸਾਰੀਆਂ ਮੰਗਾਂ ਪੂਰੀਆਂ ਨਹੀਂ ਹੁੰਦੀਆਂ ਉਦੋਂ ਤੱਕ ਸੰਕੇਤਕ ਧਰਨਾ ਜਾਰੀ ਰੱਖਿਆ ਜਾਵੇਗਾ। bbox=[880, 308, 1061, 363]
list-item: ◆ I Vimal Duggal S/O Yashpal Duggal R/o D24-A-0276, Mohalla Arora Rasta, Sultanpur Lodhi, Kapurthala, Punjab-144626, have changed my name to Vimal Parkash Duggal. bbox=[165, 214, 318, 253]
bank-header: ਪਹਿਰੇਦਾਰ ਦਾ ਬੈਂਕ ਖਾਤਾ... bbox=[5, 44, 157, 61]
article-photo-eye-camp bbox=[880, 541, 1190, 652]
lead-photo-protest bbox=[880, 169, 1061, 307]
article-photo-ghee-seva bbox=[604, 779, 871, 866]
bank-account-block bbox=[5, 65, 157, 117]
page-footer bbox=[5, 2379, 1507, 2408]
list-item: ◆ ਮੈਂ ਜਿਤੇਂਦਰ ਸਿੰਘ ਅਰੋੜਾ ਪੁੱਤਰ ਸ: ਤਰਸੇਮ ਸਿੰਘ ਵਾਸੀ ਮਕਾਨ ਨੰ: 10, ਗਲੀ ਨੰ: 3 ਗੁਰਦੀਪ ਕਲੋਨੀ ਨਾਂ ਨੰਬਰ ਜੋੜ ਕੇ ਨਾਮ ਬਦਲ ਲਿਆ ਹੈ। ਹੁਣ ਮੈਨੂੰ ਜਿਤੇਂਦਰ ਸਿੰਘ ਲਿਖਿਆ ਜਾਵੇ। bbox=[165, 44, 318, 73]
column-2 bbox=[165, 44, 318, 2353]
column-3 bbox=[327, 44, 595, 2353]
ad-warning-signature: ਮੈਨੇਜਰ bbox=[136, 2342, 154, 2350]
list-item: ◆ ਮੈਂ ਅਸ਼ੋਕਪਾਲ ਗੋਇਲ ਪੁੱਤਰ ਸ਼੍ਰੀ ਰਾਮ ਪਾਲ ਗੋਇਲ ਵਾਸੀ ਮਕਾਨ ਨੰਬਰ 211, ਸੰਦਰ ਨੰਬਰ, ਲੁਧਿਆਣਾ ਨੇ ਆਪਣਾ ਨਾਂ ਬਦਲ ਕੇ 8-ਬੀ ਸਟਰੀਟ ਨੰ: 1, ਰਾਮ ਨਗਰ ਰੱਖ ਲਿਆ ਹੈ ਹੁਣ ਮੈਨੂੰ ਇਸੇ ਨਾਂ ਨਾਲ ਜਾਣਿਆ ਜਾਵੇ। bbox=[165, 108, 318, 147]
list-item: ◆ ਮੈਂ ਕੁਲਵਿੰਦਰ ਕੌਰ ਪਤਨੀ ਸਰਬਜੀਤ ਸਿੰਘ ਵਾਸੀ ਗਲੀ ਨੰ: 3 ਨਿਊ ਸ਼ਿਵਪੁਰੀ ਲੁਧਿਆਣਾ ਨੇ ਆਪਣਾ ਨਾਮ ਬਦਲ ਕੇ ਕੁਲਵਿੰਦਰ ਕੌਰ ਰੱਖ ਲਿਆ ਹੈ ਹੁਣ ਮੈਨੂੰ ਨੰ:-2206.ਐਸ-2 ਅਪਾਰਟਮੈਂਟ ਲਿਖਿਆ ਜਾਵੇ। bbox=[5, 323, 157, 362]
public-notice-sign-1: Branch Manager bbox=[1451, 553, 1503, 562]
contact-ad-text: ਅਦਾਰਾ ਹੱਕ ਸੱਚ ਦਾ ਪਹਿਰੇਦਾਰ ਵੱਲੋਂ ਪਾਠਕਾਂ ਨੂੰ ਸੂਚਿਤ ਕੀਤਾ ਜਾਂਦਾ ਹੈ ਕਿ ਅਖਬਾਰ ਵਿੱਚ ਛਪਣ ਵਾਲੇ ਇਸ਼ਤਿਹਾਰਾਂ ਲਈ ਸੰਪਰਕ ਕਰੋ: 9464260535, 89459 64509 ਰੋਜ਼ਾਨਾ ਪਹਿਰੇਦਾਰ ਲੁਧਿਆਣਾ ਦਫ਼ਤਰ ਵਿਖੇ। bbox=[1212, 2332, 1494, 2348]
article-body-school-games: ਲਹਿਰਾਗੱਗਾ, 28 ਦਸੰਬਰ (ਚਰਨਜੀਤ ਸਿੰਘ ਸਰਨਾ)- 69 ਵੀਆਂ ਪੰਜਾਬ ਸਕੂਲਜ਼ ਗੇਮਾਂ ਵਿੱਚ ਅੰਡਰ 14 ਲੜਕੀਆਂ ਦੀ ਕਬੱਡੀ ਵਿੱਚ ਪਿੰਡ ਅਖਾੜਾ ਦੀ ਟੀਮ ਨੇ ਪਹਿਲਾ ਸਥਾਨ ਹਾਸਲ ਕੀਤਾ। ਟੀਮ ਦੀ ਇਸ ਪ੍ਰਾਪਤੀ 'ਤੇ ਪਿੰਡ ਵਾਸੀਆਂ ਨੇ ਖੁਸ਼ੀ ਦਾ ਪ੍ਰਗਟਾਵਾ ਕੀਤਾ ਅਤੇ ਖਿਡਾਰਨਾਂ ਦਾ ਸਨਮਾਨ ਕੀਤਾ। ਸਕੂਲ ਦੇ ਪ੍ਰਿੰਸੀਪਲ ਨੇ ਕਿਹਾ ਕਿ ਖੇਡਾਂ ਨਾਲ ਸਰੀਰਕ ਅਤੇ ਮਾਨਸਿਕ ਵਿਕਾਸ ਹੁੰਦਾ ਹੈ। ਉਨ੍ਹਾਂ ਨੌਜਵਾਨਾਂ ਨੂੰ ਨਸ਼ਿਆਂ ਤੋਂ ਦੂਰ ਰਹਿ ਕੇ ਖੇਡਾਂ ਵੱਲ ਧਿਆਨ ਦੇਣ ਦੀ ਅਪੀਲ ਕੀਤੀ। ਇਸ ਮੌਕੇ ਕੋਚ ਅਤੇ ਅਧਿਆਪਕ ਵੀ ਹਾਜ਼ਰ ਸਨ ਜਿਨ੍ਹਾਂ ਨੇ ਖਿਡਾਰਨਾਂ ਨੂੰ ਵਧਾਈ ਦਿੱਤੀ। bbox=[1198, 189, 1507, 235]
article-photo-school-games bbox=[1198, 69, 1507, 187]
footer-left-text: ਇਸ਼ਤਿਹਾਰ ਅਤੇ ਕਲਾਸੀਫਾਈਡ ਕੇਵਲ ਅਦਾਰਾ 'ਪਹਿਰੇਦਾਰ' ਦੀ ਈ-ਮੇਲ bbox=[16, 2385, 403, 2402]
missing-person-photo bbox=[116, 532, 157, 581]
article-headline-colonizers: ਧਰਮਕੋਟ ਦੇ ਕਲੋਨਾਈਜ਼ਰਾਂ ਨੇ ਸਰਕਾਰ ਦੀਆਂ ਅੱਖਾਂ ਵਿੱਚ ਘੱਟਾ ਪਾ ਕੇ ਕਲੋਨੀਆਂ ਵੇਚਣ ਦਾ ਲੱਭਿਆ ਨਵਾਂ ਰਾਹ bbox=[886, 381, 1183, 415]
list-item: ◆ ਮੈਂ ਅੰਮ੍ਰਿਤਪਾਲ ਸਿੰਘ ਪੁੱਤਰ ਸ: ਸੁਰਜੀਤ ਸਿੰਘ ਵਾਸੀ ਲੁਧਿਆਣਾ ਆਪਣੀ ਧੀ ਅਤੇ ਜਵਾਈ ਨੂੰ ਆਪਣੀ ਸਾਰੀ ਚੱਲ ਅਚੱਲ ਜਾਇਦਾਦ ਤੋਂ ਬੇਦਖ਼ਲ ਕਰਦਾ ਹਾਂ। 7171 bbox=[740, 108, 871, 132]
ad-warning-header: ਇਸ਼ਤਿਹਾਰਾਂ ਸਬੰਧੀ ਜ਼ਰੂਰੀ ਜਾਣਕਾਰੀ bbox=[5, 2279, 157, 2297]
article-body-blood-camp: ਲੁਧਿਆਣਾ, 28 ਦਸੰਬਰ (ਗੁਰਭੇਜ ਸਿੰਘ ਗਿੱਲ)- ਪਿੰਡ ਜੱਲ੍ਹਾਂ ਵਿਖੇ ਚਾਰ ਸਾਹਿਬਜ਼ਾਦਿਆਂ ਦੀ ਲਾਸਾਨੀ ਸ਼ਹਾਦਤ ਨੂੰ ਸਮਰਪਿਤ ਖ਼ੂਨਦਾਨ ਕੈਂਪ ਲਗਾਇਆ ਗਿਆ। ਇਸ ਮੌਕੇ ਵੱਡੀ ਗਿਣਤੀ ਵਿੱਚ ਨੌਜਵਾਨਾਂ ਨੇ ਖ਼ੂਨਦਾਨ ਕੀਤਾ। ਕੈਂਪ ਦਾ ਉਦਘਾਟਨ ਪਿੰਡ ਦੇ ਸਰਪੰਚ ਵੱਲੋਂ ਕੀਤਾ ਗਿਆ। ਉਨ੍ਹਾਂ ਕਿਹਾ ਕਿ ਖ਼ੂਨਦਾਨ ਮਹਾਂਦਾਨ ਹੈ ਅਤੇ ਹਰ ਸਿਹਤਮੰਦ ਵਿਅਕਤੀ ਨੂੰ ਖ਼ੂਨਦਾਨ ਕਰਨਾ ਚਾਹੀਦਾ ਹੈ। ਇਸ ਕੈਂਪ ਦੌਰਾਨ ਕੁੱਲ 100 ਯੂਨਿਟ ਖ਼ੂਨ ਇਕੱਤਰ ਕੀਤਾ ਗਿਆ। ਇਸ ਮੌਕੇ ਸਮੂਹ ਪਿੰਡ ਵਾਸੀਆਂ ਨੇ ਸ਼ਮੂਲੀਅਤ ਕੀਤੀ ਅਤੇ ਸਮਾਜ ਸੇਵੀ ਸੰਸਥਾਵਾਂ ਦਾ ਧੰਨਵਾਦ ਕੀਤਾ। ਹਾਜ਼ਰ ਸਨ ਸ: ਗੁਰਦੀਪ ਸਿੰਘ, ਜਸਵੰਤ ਸਿੰਘ, ਮਨਜੀਤ ਸਿੰਘ, ਰਾਜਵਿੰਦਰ ਸਿੰਘ, ਹਰਪ੍ਰੀਤ ਸਿੰਘ, ਬਲਜੀਤ ਸਿੰਘ, ਸਤਨਾਮ ਸਿੰਘ, ਕੁਲਵੰਤ ਸਿੰਘ, ਬਲਵਿੰਦਰ ਸਿੰਘ, ਜਗਤਾਰ ਸਿੰਘ, ਪਰਮਜੀਤ ਸਿੰਘ ਆਦਿ ਹਾਜ਼ਰ ਸਨ। bbox=[603, 664, 872, 727]
column-5 bbox=[880, 44, 1190, 2353]
photo-caption: ਲੁਧਿਆਣਾ, 28 ਦਸੰਬਰ (ਚਰਨਜੀਤ ਸਿੰਘ)- ਪਿੰਡ ਅੰਬਾਲੀ ਤੋਂ ਗੁਰਦੁਆਰਾ ਸ਼੍ਰੀ ਫਤਿਹਗੜ੍ਹ ਸਾਹਿਬ ਦੇ ਲੰਗਰਾਂ ਲਈ ਸੇਵਾ ਭੇਜੀ ਗਈ। ਇਸ ਮੌਕੇ ਸੰਗਤਾਂ ਨੇ ਵੱਡੀ ਗਿਣਤੀ ਵਿੱਚ ਸ਼ਮੂਲੀਅਤ ਕੀਤੀ ਅਤੇ ਸੇਵਾ ਕਾਰਜਾਂ ਵਿੱਚ ਯੋਗਦਾਨ ਪਾਇਆ। bbox=[326, 310, 595, 326]
eviction-list-continued bbox=[604, 44, 871, 486]
article-body-highvoltage: ਲੁਧਿਆਣਾ, 28 ਦਸੰਬਰ (ਪਹਿਰੇਦਾਰ ਬਿਊਰੋ)- ਬੀਤੇ ਦਿਨੀ ਇੱਕ ਨੌਜਵਾਨ ਮਜ਼ਦੂਰ ਹਾਈਵੋਲਟੇਜ ਤਾਰਾਂ ਦੀ ਲਪੇਟ ਵਿੱਚ ਆ ਗਿਆ ਜਿਸ ਕਾਰਨ ਉਹ ਬੁਰੀ ਤਰ੍ਹਾਂ ਝੁਲਸ ਗਿਆ। ਉਸ ਨੂੰ ਤੁਰੰਤ ਹਸਪਤਾਲ ਦਾਖ਼ਲ ਕਰਵਾਇਆ ਗਿਆ ਜਿੱਥੇ ਉਸ ਦੀ ਹਾਲਤ ਗੰਭੀਰ ਬਣੀ ਹੋਈ ਹੈ। ਪਰਿਵਾਰ ਨੇ ਦੋਸ਼ ਲਗਾਇਆ ਕਿ ਮਕਾਨ ਮਾਲਕ ਦੀ ਲਾਪਰਵਾਹੀ ਕਾਰਨ ਇਹ ਹਾਦਸਾ ਵਾਪਰਿਆ। ਪੁਲਿਸ ਨੇ ਮਾਮਲੇ ਦੀ ਜਾਂਚ ਸ਼ੁਰੂ ਕਰ ਦਿੱਤੀ ਹੈ। bbox=[880, 748, 1190, 784]
masthead-date: ਸੋਮਵਾਰ, 29 ਦਸੰਬਰ 2025 bbox=[43, 11, 191, 28]
list-item: ◆ ਮੈਂ ਕਰਤਾਰ ਸਿੰਘ ਪੁੱਤਰ ਸ: ਨਿਰੰਜਣ ਸਿੰਘ ਵਾਸੀ ਆਪਣੇ ਪੁੱਤਰ ਅਤੇ ਨੂੰਹ ਨੂੰ ਆਪਣੀ ਚੱਲ-ਅਚੱਲ ਜਾਇਦਾਦ ਤੋਂ ਬੇਦਖ਼ਲ ਕਰਦਾ ਹਾਂ। 7171 bbox=[604, 44, 871, 132]
list-item: ◆ ਮੈਂ Baljit ਕੌਰ ਪਤਨੀ ਚਰਨਜੀਤ ਸਿੰਘ ਵਾਸੀ ਲੁਧਿਆਣਾ ਨੇ ਆਪਣਾ ਨਾਮ ਬਦਲ ਕੇ Baljeet ਕੌਰ ਰੱਖ ਲਿਆ ਹੈ। bbox=[5, 269, 157, 288]
list-item: ◆ I, Komal Preet Kaur D/O Sarbjit Singh R/O Mohkam Araian PO Lassori Tehsil Shahkot (Jalandhar) Have Changed My Name To Komalpreet Kaur. bbox=[165, 169, 318, 207]
column-divider bbox=[875, 44, 876, 2353]
public-notice-sign-3: Nagar Ludhiana bbox=[1453, 573, 1503, 582]
eviction-header: ਬੇਦਖ਼ਲੀ... bbox=[327, 44, 595, 61]
lead-subheadline: ਸੰਘਰਸ਼ ਦੇ ਚਲਦੇ ਠੇਕੇਦਾਰ ਵੱਲੋਂ ਕੰਕਰੀਟ ਕੰਧ ਢਾਹੁਣੀ ਸ਼ੁਰੂ bbox=[880, 147, 1190, 163]
article-subheadline-colonizers: ਬਿਨਾਂ ਪੂਰੀ ਇਜਾਜ਼ਤ ਕਲੋਨੀਆਂ ਵਿੱਚ ਵਿਕ ਰਹੇ ਪਲਾਟ ਬਣੇ ਚਰਚਾ ਦਾ ਵਿਸ਼ਾ bbox=[880, 421, 1190, 436]
masthead bbox=[5, 3, 1507, 41]
article-headline-milk-langar: ਜਗਰਾਉਂ ਅੱਡਾ ਰਾਇਕੋਟ ਵਿਖੇ ਸ਼ੁੱਧ ਦੁਕਾਨਦਾਰਾਂ ਨੇ ਦੁੱਧ ਅਤੇ ਬਿਸਕੁਟ ਦਾ ਲਗਵਾਇਆ bbox=[617, 913, 858, 941]
public-notice-bank-text: It is hereby inform to the general public that we are going to mortgage a property I.e. House No. 324 E measuring 150 Sq. yards comprised in Khasra no 49/11 khata no 1084/1218 Village Sunet Hadbast no 159 Jamabandi 2011-12 at BRS Nagar Ludhiana. Now the properties is in the name of Hardip Kaur Palwa W/o Rashpal Singh vide Registered Deed No. 32902 and 22598 Dated 26/12/1990 were rectified by the order of Court. Any body in general public have any objection claim can trace the same within 7 days otherwise no claim will be entertained whatsoever. bbox=[1202, 493, 1503, 549]
missing-person-header: ਗੁੰਮਸ਼ੁਦਗੀ... bbox=[5, 512, 157, 529]
column-divider bbox=[322, 44, 323, 2353]
missing-person-text: ਮਾਤਾ ਜਸਵਿੰਦਰ ਕੌਰ ਉਮਰ 76 ਸਾਲ ਕੱਦ 5 ਫੁੱਟ 2 ਇੰਚ ਰੰਗ ਗੋਰਾ ਵਾਸੀ ਲੁਧਿਆਣਾ ਬੀਤੇ ਦਿਨ ਘਰੋਂ ਬਿਨ੍ਹਾਂ ਦੱਸੇ ਲਾਪਤਾ ਹੋ ਗਏ। ਮਿਤੀ 22 ਦਸੰਬਰ 2025 ਤੋਂ ਲਾਪਤਾ ਹਨ। ਜੇ ਕਿਸੇ ਸੱਜਣ ਨੂੰ ਮਿਲਣ ਤਾਂ ਹੇਠ ਲਿਖੇ ਨੰਬਰਾਂ 'ਤੇ ਸੰਪਰਕ ਕਰੋ ਜੀ। bbox=[5, 532, 113, 587]
article-headline-blood-camp: ਪਿੰਡ ਜੱਲ੍ਹਾਂ ਵਿਖੇ ਚਾਰ ਸਾਹਿਬਜ਼ਾਦਿਆਂ ਦੀ ਲਾਸਾਨੀ ਸ਼ਹਾਦਤ ਨੂੰ ਸਮਰਪਿਤ ਨੁਹਦਾਨ ਕੈਂਪ ਲਗਾਇਆ bbox=[614, 502, 861, 536]
list-item: ◆ ਮੈਂ ਅਮਰਜੀਤ ਸਿੰਘ ਪੁੱਤਰ ਸ: ਸਰੂਪ ਸਿੰਘ ਵਾਸੀ ਕਸਬਾ ਬਾਈਪਾਸ ਲੁਧਿਆਣਾ ਆਪਣੇ ਲੜਕੇ ਅਤੇ ਨੂੰਹ ਨੂੰ ਸਾਰੀ ਜਾਇਦਾਦ ਤੋਂ ਬੇਦਖ਼ਲ ਕਰਦਾ ਹਾਂ ਕਿਉਂਕਿ ਉਹ ਮੇਰੇ ਕਹਿਣੇ ਤੋਂ ਬਾਹਰ ਹਨ। bbox=[604, 79, 735, 111]
name-change-header: ਨਾਮ ਬਦਲੀ bbox=[5, 121, 157, 138]
